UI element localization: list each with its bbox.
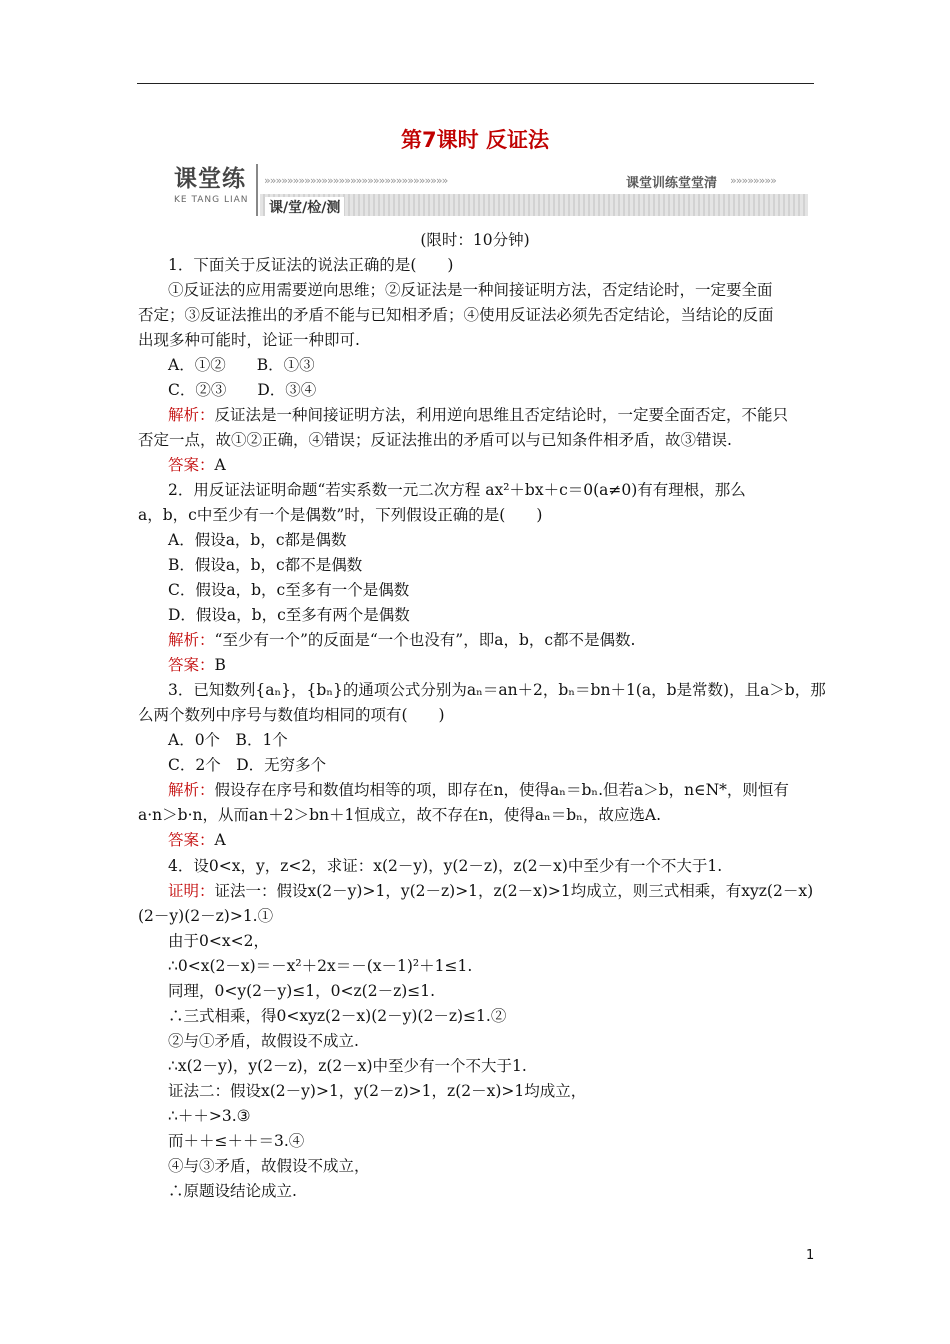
analysis-label: 解析： [168,781,215,799]
q4-proof-line: (2－y)(2－z)>1.① [138,907,274,925]
answer-value: B [214,656,226,674]
q3-answer [168,829,226,851]
q4-proof-line: 证法二：假设x(2－y)>1，y(2－z)>1，z(2－x)>1均成立， [168,1082,587,1100]
banner-title: 课堂练 [174,166,246,192]
q4-proof-line: ∴x(2－y)，y(2－z)，z(2－x)中至少有一个不大于1. [168,1057,527,1075]
q2-answer [168,654,226,676]
answer-label: 答案： [168,456,215,474]
q4-proof-line: ④与③矛盾，故假设不成立， [168,1157,370,1175]
q1-text: 出现多种可能时，论证一种即可. [138,331,360,349]
q2-stem-cont: a，b，c中至少有一个是偶数”时，下列假设正确的是( ) [138,506,543,524]
banner-divider [256,164,258,216]
answer-value: A [214,456,226,474]
q4-proof-line: ∴＋＋>3.③ [168,1107,251,1125]
q2-option: D．假设a，b，c至多有两个是偶数 [168,606,410,624]
banner-slogan: 课堂训练堂堂清 [626,176,718,191]
analysis-label: 解析： [168,631,215,649]
banner-subtitle: 课/堂/检/测 [265,197,344,217]
q4-proof-line: 而＋＋≤＋＋＝3.④ [168,1132,305,1150]
q2-option: C．假设a，b，c至多有一个是偶数 [168,581,410,599]
banner-arrows-right: »»»»»»»» [730,174,776,187]
proof-text: 证法一：假设x(2－y)>1，y(2－z)>1，z(2－x)>1均成立，则三式相乘，有xyz(2－x) [214,882,814,900]
q1-text: 否定；③反证法推出的矛盾不能与已知相矛盾；④使用反证法必须先否定结论，当结论的反面 [138,306,774,324]
q4-proof-line: ②与①矛盾，故假设不成立. [168,1032,359,1050]
proof-label: 证明： [168,882,215,900]
section-banner [170,160,810,220]
q4-proof-line: ∴三式相乘，得0<xyz(2－x)(2－y)(2－z)≤1.② [168,1007,507,1025]
q4-proof-line: ∴0<x(2－x)＝－x²＋2x＝－(x－1)²＋1≤1. [168,957,473,975]
time-limit: (限时：10分钟) [420,231,530,249]
q4-proof-line: 同理，0<y(2－y)≤1，0<z(2－z)≤1. [168,982,436,1000]
q4-proof-line: ∴原题设结论成立. [168,1182,297,1200]
q3-stem-cont: 么两个数列中序号与数值均相同的项有( ) [138,706,445,724]
q3-option: A．0个 B．1个 [168,731,288,749]
answer-label: 答案： [168,656,215,674]
page-number: 1 [806,1248,815,1263]
q4-proof [168,880,813,902]
q3-analysis-cont: a·n＞b·n，从而an＋2＞bn＋1恒成立，故不存在n，使得aₙ＝bₙ，故应选A. [138,806,662,824]
q2-option: A．假设a，b，c都是偶数 [168,531,347,549]
banner-arrows: »»»»»»»»»»»»»»»»»»»»»»»»»»»»»»»» [264,174,448,187]
q1-option: A．①② B．①③ [168,356,315,374]
q1-answer [168,454,226,476]
q1-analysis-cont: 否定一点，故①②正确，④错误；反证法推出的矛盾可以与已知条件相矛盾，故③错误. [138,431,732,449]
q2-option: B．假设a，b，c都不是偶数 [168,556,363,574]
q1-analysis [168,404,788,426]
top-rule [137,83,814,84]
q2-stem: 2．用反证法证明命题“若实系数一元二次方程 ax²＋bx＋c＝0(a≠0)有有理根，那么 [168,481,746,499]
q3-stem: 3．已知数列{aₙ}，{bₙ}的通项公式分别为aₙ＝an＋2，bₙ＝bn＋1(a，b是常数)，且a＞b，那 [168,681,826,699]
analysis-text: 假设存在序号和数值均相等的项，即存在n，使得aₙ＝bₙ.但若a＞b，n∈N*，则恒有 [214,781,789,799]
banner-pinyin: KE TANG LIAN [174,195,249,205]
q1-stem: 1．下面关于反证法的说法正确的是( ) [168,256,454,274]
q4-proof-line: 由于0<x<2， [168,932,269,950]
q1-option: C．②③ D．③④ [168,381,317,399]
q2-analysis [168,629,636,651]
q1-text: ①反证法的应用需要逆向思维；②反证法是一种间接证明方法，否定结论时，一定要全面 [168,281,773,299]
q4-stem: 4．设0<x，y，z<2，求证：x(2－y)，y(2－z)，z(2－x)中至少有一个不大于1. [168,857,723,875]
answer-label: 答案： [168,831,215,849]
analysis-text: 反证法是一种间接证明方法，利用逆向思维且否定结论时，一定要全面否定，不能只 [214,406,789,424]
analysis-text: “至少有一个”的反面是“一个也没有”，即a，b，c都不是偶数. [214,631,636,649]
analysis-label: 解析： [168,406,215,424]
answer-value: A [214,831,226,849]
q3-analysis [168,779,789,801]
q3-option: C．2个 D．无穷多个 [168,756,327,774]
page-title: 第7课时 反证法 [401,128,549,152]
